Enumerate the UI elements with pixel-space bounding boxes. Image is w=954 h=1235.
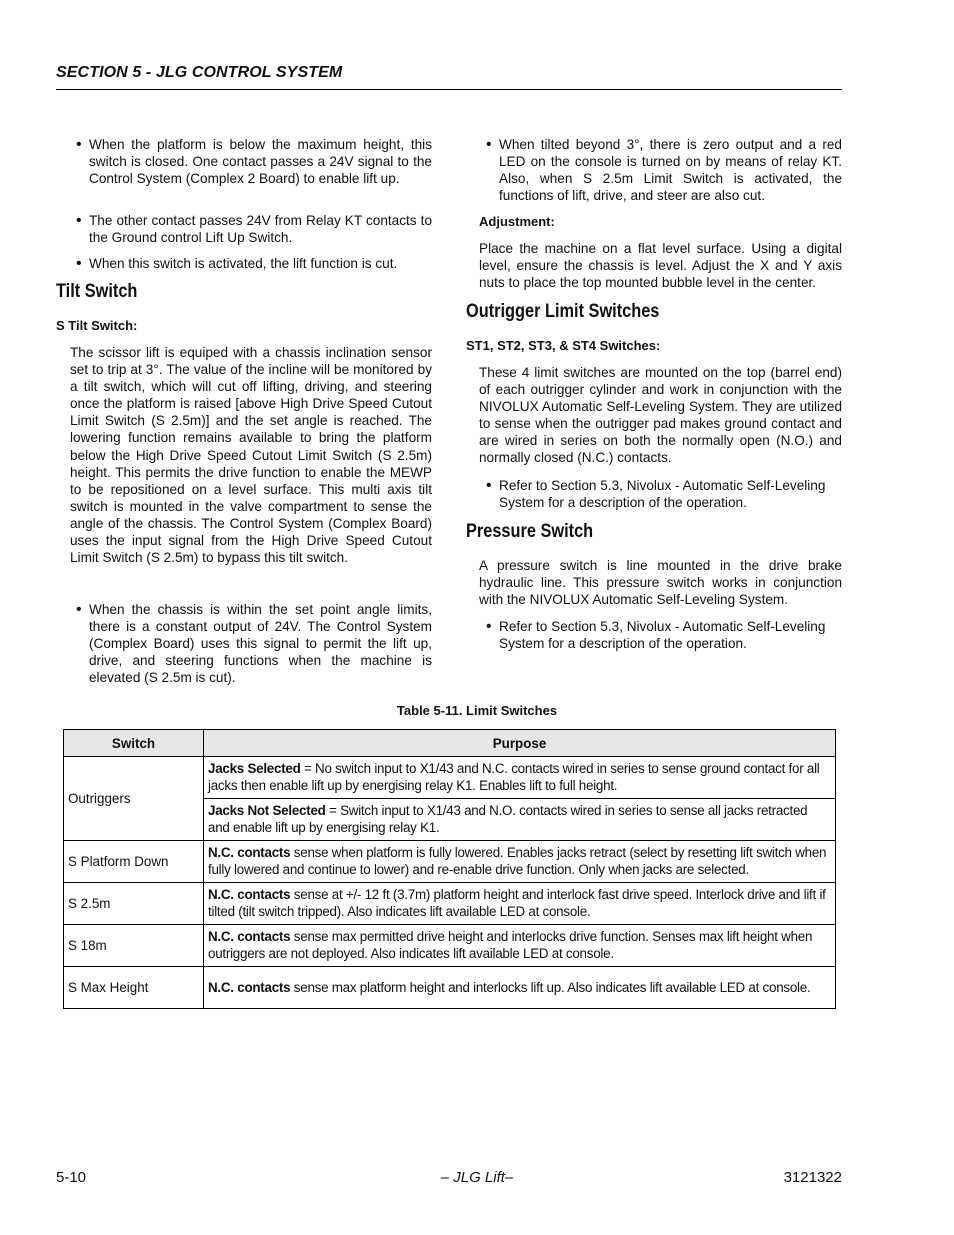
purpose-text: sense at +/- 12 ft (3.7m) platform height and interlock fast drive speed. Interlock drive and lift if tilted (tilt switch tripped). Also indicates lift available LED at console.	[208, 887, 826, 919]
list-item-text: When tilted beyond 3°, there is zero output and a red LED on the console is turned on by means of relay KT. Also, when S 2.5m Limit Switch is activated, the functions of lift, drive, and steer are also cut.	[499, 137, 842, 204]
switch-cell: S 2.5m	[64, 883, 204, 925]
purpose-text: = No switch input to X1/43 and N.C. contacts wired in series to sense ground contact for all jacks then enable lift up by energising relay K1. Enables lift to full height.	[208, 761, 820, 793]
bullet-dot: •	[486, 477, 492, 494]
switch-cell: S Platform Down	[64, 841, 204, 883]
list-item	[486, 477, 842, 513]
bullet-dot: •	[76, 601, 82, 618]
purpose-bold: Jacks Selected	[208, 761, 301, 776]
purpose-bold: N.C. contacts	[208, 845, 291, 860]
pressure-text: A pressure switch is line mounted in the drive brake hydraulic line. This pressure switch works in conjunction with the NIVOLUX Automatic Self-Leveling System.	[479, 558, 842, 608]
bullet-dot: •	[486, 618, 492, 635]
bullet-dot: •	[76, 136, 82, 153]
purpose-bold: Jacks Not Selected	[208, 803, 326, 818]
purpose-bold: N.C. contacts	[208, 929, 291, 944]
table-row	[64, 757, 836, 799]
bullet-dot: •	[76, 255, 82, 272]
table-row	[64, 967, 836, 1009]
header-rule	[56, 89, 842, 90]
table-header-row	[64, 730, 836, 757]
switch-cell: S 18m	[64, 925, 204, 967]
list-item-text: Refer to Section 5.3, Nivolux - Automatic Self-Leveling System for a description of the operation.	[499, 619, 826, 652]
column-header-purpose: Purpose	[204, 730, 836, 757]
purpose-cell	[204, 883, 836, 925]
purpose-cell	[204, 757, 836, 799]
tilt-paragraph: The scissor lift is equiped with a chassis inclination sensor set to trip at 3°. The value of the incline will be monitored by a tilt switch, which will cut off lifting, driving, and steering once the platform is raised [above High Drive Speed Cutout Limit Switch (S 2.5m)] and the set angle is reached. The lowering function remains available to bring the platform below the High Drive Speed Cutout Limit Switch (S 2.5m) height. This permits the drive function to enable the MEWP to be repositioned on a level surface. This multi axis tilt switch is mounted in the valve compartment to sense the angle of the chassis. The Control System (Complex Board) uses the input signal from the High Drive Speed Cutout Limit Switch (S 2.5m) to bypass this tilt switch.	[70, 345, 432, 566]
purpose-text: = Switch input to X1/43 and N.O. contacts wired in series to sense all jacks retracted and enable lift up by energising relay K1.	[208, 803, 808, 835]
purpose-text: sense max platform height and interlocks lift up. Also indicates lift available LED at console.	[290, 979, 811, 995]
switch-cell: Outriggers	[64, 757, 204, 841]
heading-tilt-switch: Tilt Switch	[56, 281, 138, 302]
bullet-dot: •	[76, 212, 82, 229]
purpose-text: sense max permitted drive height and interlocks drive function. Senses max lift height when outriggers are not deployed. Also indicates lift available LED at console.	[208, 929, 813, 961]
purpose-cell	[204, 841, 836, 883]
heading-pressure-switch: Pressure Switch	[466, 521, 594, 542]
adjustment-text: Place the machine on a flat level surface. Using a digital level, ensure the chassis is level. Adjust the X and Y axis nuts to place the top mounted bubble level in the center.	[479, 241, 842, 291]
limit-switches-table	[63, 729, 836, 1009]
purpose-bold: N.C. contacts	[208, 979, 291, 995]
purpose-text: sense when platform is fully lowered. Enables jacks retract (select by resetting lift switch when fully lowered and continue to lower) and re-enable drive function. Only when jacks are selected.	[208, 845, 827, 877]
heading-outrigger-limit-switches: Outrigger Limit Switches	[466, 301, 660, 322]
purpose-bold: N.C. contacts	[208, 887, 291, 902]
section-header: SECTION 5 - JLG CONTROL SYSTEM	[56, 64, 343, 81]
list-item	[76, 212, 432, 248]
switch-cell: S Max Height	[64, 967, 204, 1009]
list-item	[486, 618, 842, 654]
table-caption: Table 5-11. Limit Switches	[396, 703, 558, 718]
table-row	[64, 925, 836, 967]
list-item-text: The other contact passes 24V from Relay KT contacts to the Ground control Lift Up Switch.	[89, 213, 432, 246]
list-item-text: When the chassis is within the set point angle limits, there is a constant output of 24V. The Control System (Complex Board) uses this signal to permit the lift up, drive, and steering functions when the machine is elevated (S 2.5m is cut).	[89, 602, 432, 686]
doc-number: 3121322	[783, 1169, 842, 1186]
table-row	[64, 841, 836, 883]
list-item	[76, 601, 432, 687]
purpose-cell	[204, 799, 836, 841]
list-item-text: When the platform is below the maximum height, this switch is closed. One contact passes a 24V signal to the Control System (Complex 2 Board) to enable lift up.	[89, 137, 432, 187]
purpose-cell	[204, 925, 836, 967]
page-number: 5-10	[56, 1169, 87, 1186]
column-header-switch: Switch	[64, 730, 204, 757]
list-item-text: Refer to Section 5.3, Nivolux - Automatic Self-Leveling System for a description of the operation.	[499, 478, 826, 511]
footer-center: – JLG Lift–	[440, 1169, 514, 1186]
table-row	[64, 883, 836, 925]
list-item	[76, 255, 432, 273]
bullet-dot: •	[486, 136, 492, 153]
purpose-cell	[204, 967, 836, 1009]
outrigger-text: These 4 limit switches are mounted on the top (barrel end) of each outrigger cylinder and work in conjunction with the NIVOLUX Automatic Self-Leveling System. They are utilized to sense when the outrigger pad makes ground contact and are wired in series on both the normally open (N.O.) and normally closed (N.C.) contacts.	[479, 365, 842, 466]
list-item	[76, 136, 432, 206]
list-item	[486, 136, 842, 206]
adjustment-label: Adjustment:	[479, 214, 555, 229]
subheading-st-switches: ST1, ST2, ST3, & ST4 Switches:	[466, 338, 661, 353]
list-item-text: When this switch is activated, the lift function is cut.	[89, 256, 398, 271]
subheading-s-tilt-switch: S Tilt Switch:	[56, 318, 138, 333]
